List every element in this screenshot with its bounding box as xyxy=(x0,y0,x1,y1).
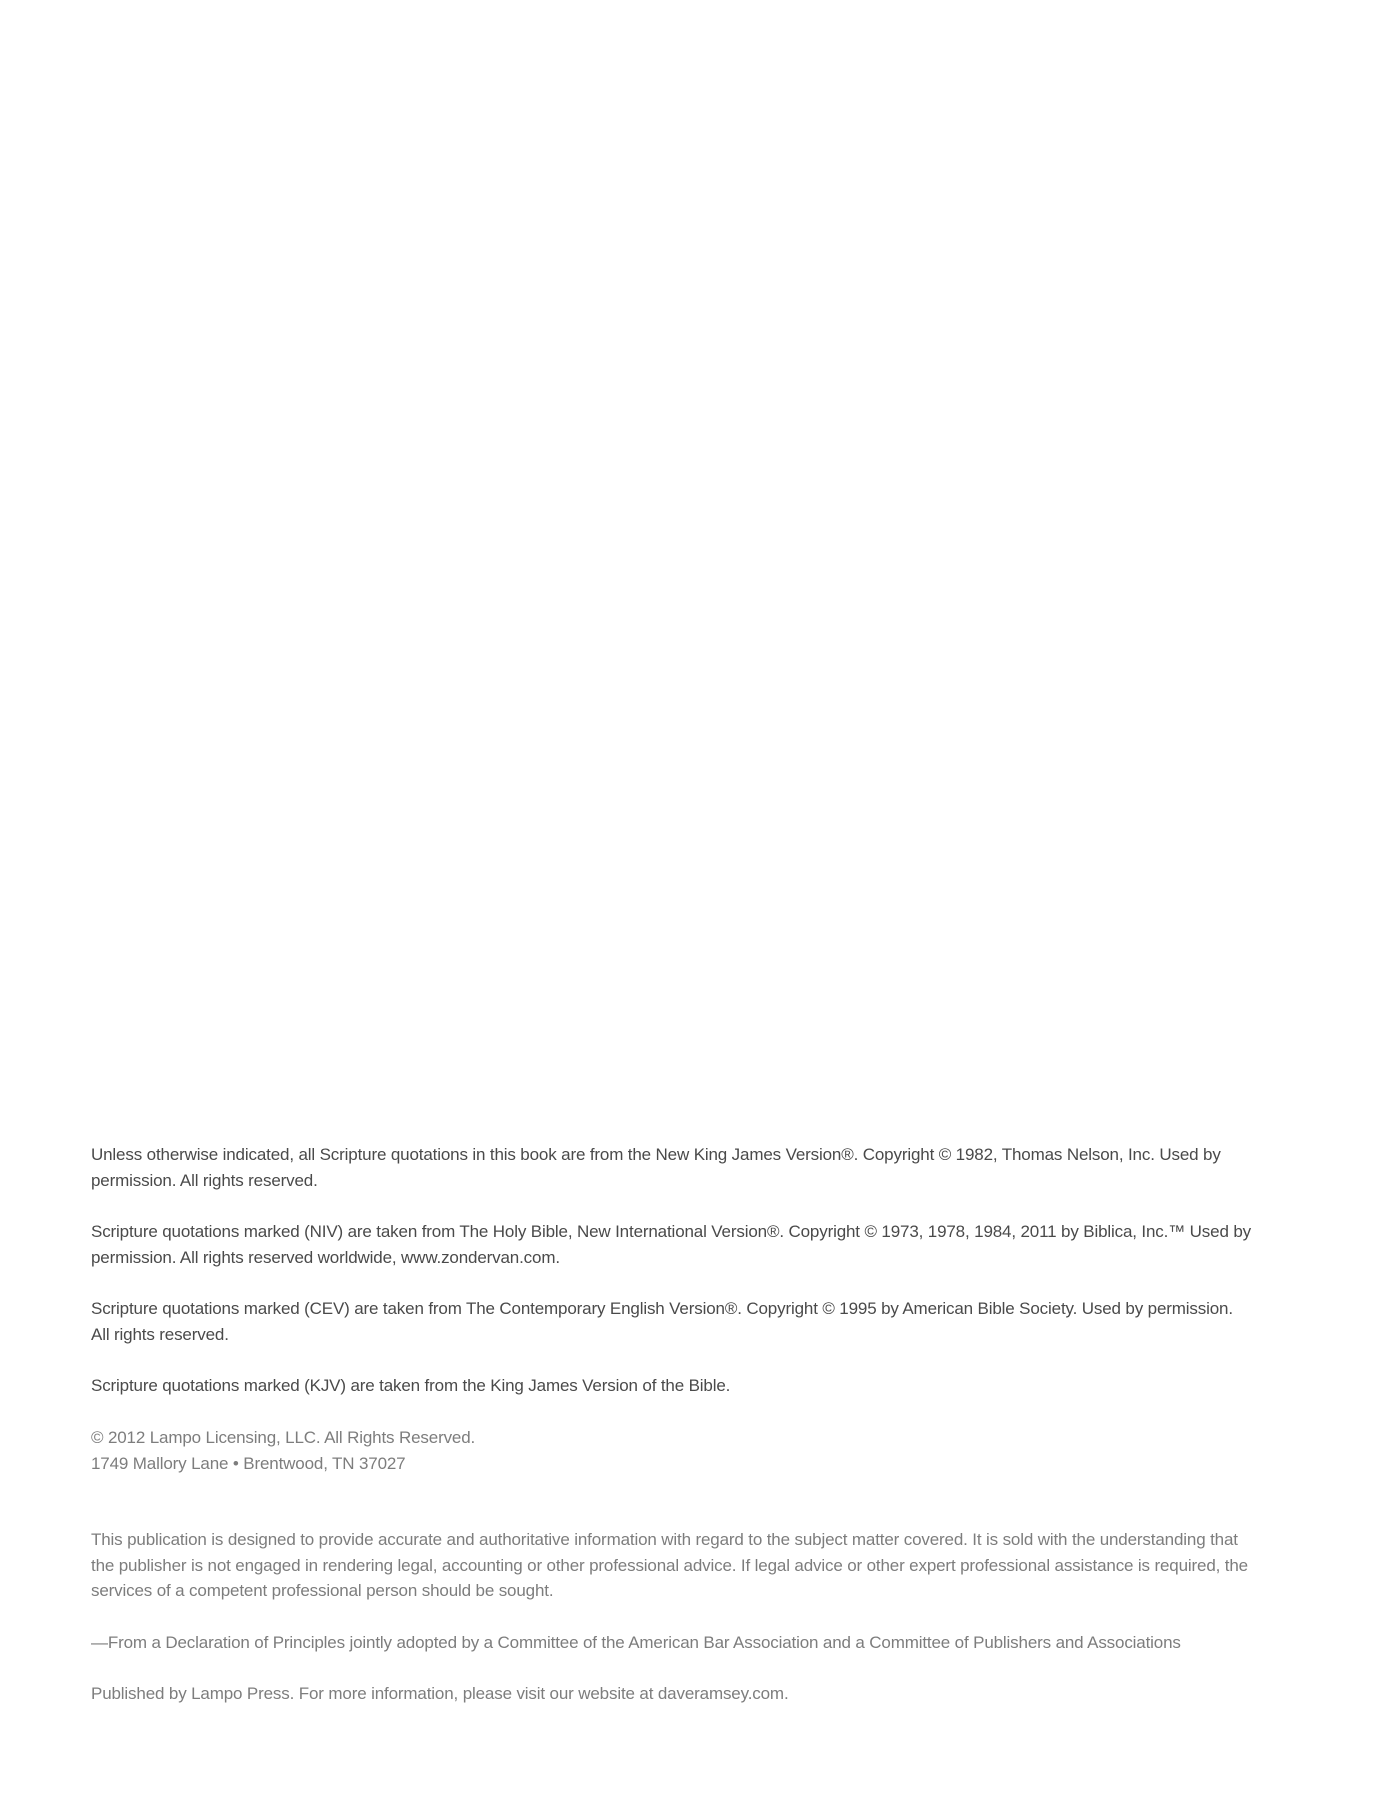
scripture-nkjv-notice: Unless otherwise indicated, all Scripture quotations in this book are from the New King James Version®. Copyright © 1982, Thomas Nelson, Inc. Used by permission. All rights reserved. xyxy=(91,1145,1221,1190)
declaration-attribution: —From a Declaration of Principles jointly adopted by a Committee of the American Bar Association and a Committee of Publishers and Associations xyxy=(91,1633,1181,1652)
address-line: 1749 Mallory Lane • Brentwood, TN 37027 xyxy=(91,1453,406,1473)
copyright-address-block xyxy=(91,1425,1251,1476)
copyright-line: © 2012 Lampo Licensing, LLC. All Rights Reserved. xyxy=(91,1428,476,1447)
scripture-cev-notice: Scripture quotations marked (CEV) are taken from The Contemporary English Version®. Copyright © 1995 by American Bible Society. Used by permission. All rights reserved. xyxy=(91,1299,1233,1344)
scripture-niv-notice: Scripture quotations marked (NIV) are taken from The Holy Bible, New International Version®. Copyright © 1973, 1978, 1984, 2011 by Biblica, Inc.™ Used by permission. All rights reserved worldwide, www.zondervan.com. xyxy=(91,1222,1251,1267)
publisher-note: Published by Lampo Press. For more information, please visit our website at daveramsey.com. xyxy=(91,1684,789,1703)
legal-disclaimer: This publication is designed to provide accurate and authoritative information with regard to the subject matter covered. It is sold with the understanding that the publisher is not engaged in rendering legal, accounting or other professional advice. If legal advice or other expert professional assistance is required, the services of a competent professional person should be sought. xyxy=(91,1530,1248,1600)
scripture-kjv-notice: Scripture quotations marked (KJV) are taken from the King James Version of the Bible. xyxy=(91,1376,731,1395)
